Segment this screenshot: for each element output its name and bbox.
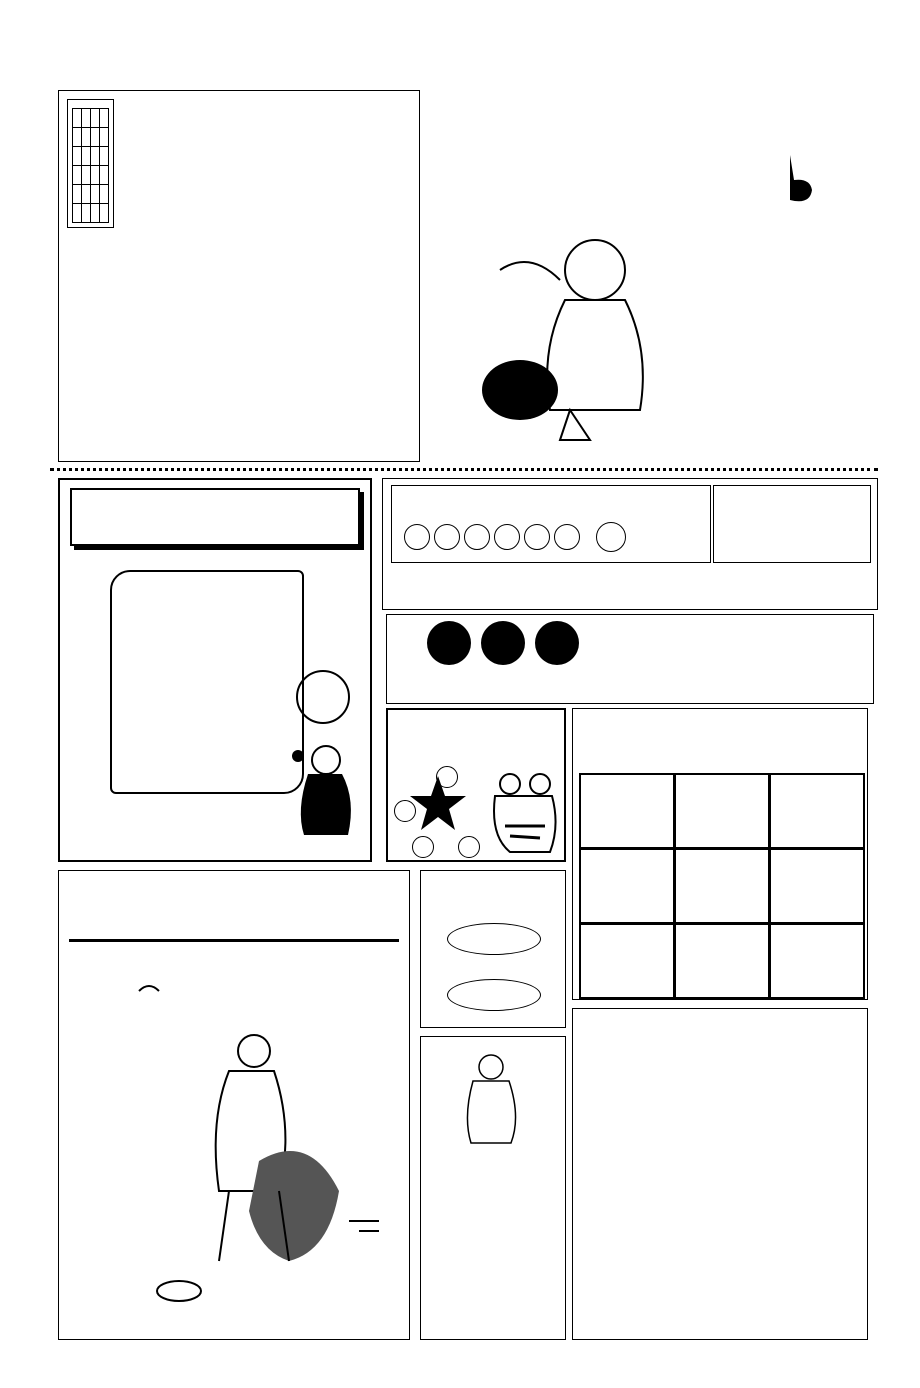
puzzle-tile [676,925,768,997]
puzzle-tile [771,850,863,922]
verse-panel [420,1036,566,1340]
next-draw-box [713,485,871,563]
recommend-ball [535,621,579,665]
trend-header [82,109,91,128]
code-ball [458,836,480,858]
number-ball [554,524,580,550]
puzzle-tile [581,925,673,997]
number-ball [524,524,550,550]
children-illustration [490,766,560,856]
this-period-panel [420,870,566,1028]
fortune-panel [58,870,410,1340]
number-ball [464,524,490,550]
verse-lines [435,1161,459,1331]
trend-table-box [67,99,114,228]
code-ball [394,800,416,822]
puzzle-grid [579,773,865,999]
section-divider [50,468,878,471]
traveler-ox-illustration [79,961,399,1331]
puzzle-tile [771,775,863,847]
test-code-box [391,485,711,563]
child-figure-icon [286,740,356,840]
poem-lines [124,590,142,780]
trend-header [91,109,100,128]
stamp-seal [296,670,350,724]
publisher-logo-icon [780,150,820,210]
puzzle-tile [676,775,768,847]
test-numbers-panel [382,478,878,610]
big-badge [447,923,541,955]
analysis-text-top [300,92,416,262]
puzzle-tile [771,925,863,997]
number-ball [494,524,520,550]
puzzle-tile [581,775,673,847]
poem-panel [58,478,372,862]
recommend-ball [481,621,525,665]
analysis-text [67,271,407,457]
number-ball [404,524,430,550]
results-panel [572,1008,868,1340]
table-row [73,128,109,147]
table-row [73,147,109,166]
number-ball [434,524,460,550]
code-ball [412,836,434,858]
table-row [73,185,109,204]
table-row [73,204,109,223]
test-balls [404,522,630,552]
recommend-panel [386,614,874,704]
code-ball [436,766,458,788]
fortune-title [69,879,399,942]
child-verse-illustration [451,1047,531,1147]
send-codes-panel [386,708,566,862]
recommend-ball [427,621,471,665]
double-badge [447,979,541,1011]
child-illustration [480,230,680,450]
special-ball [596,522,626,552]
poem-title [70,488,360,546]
trend-header [73,109,82,128]
trend-table [72,108,109,223]
trend-header [100,109,109,128]
table-row [73,166,109,185]
puzzle-tile [581,850,673,922]
puzzle-tile [676,850,768,922]
masthead [440,90,880,462]
zodiac-puzzle-panel [572,708,868,1000]
recommend-row [397,621,777,665]
